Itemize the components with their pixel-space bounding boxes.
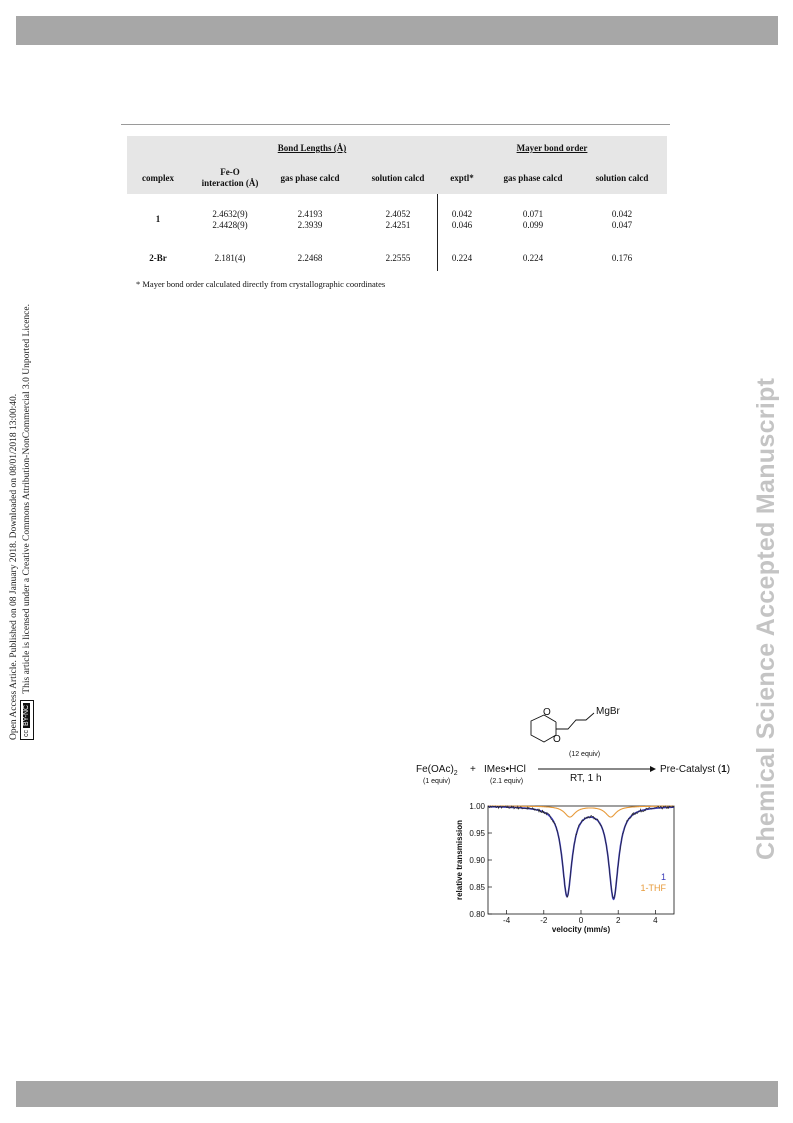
ring-o-top: O <box>543 707 551 718</box>
row-1-feo-b: 2.4428(9) <box>212 220 248 230</box>
header-feo-1: Fe-O <box>220 167 240 177</box>
row-2-complex: 2-Br <box>149 253 167 263</box>
row-1-feo-a: 2.4632(9) <box>212 209 248 219</box>
row-1-mb-sol-b: 0.047 <box>611 220 633 230</box>
plus-sign: + <box>470 764 476 775</box>
row-1-sol-b: 2.4251 <box>385 220 411 230</box>
reagent1-sub: 2 <box>453 770 458 777</box>
y-axis-label: relative transmission <box>455 819 464 901</box>
row-2-feo: 2.181(4) <box>214 253 246 263</box>
row-1-exptl-b: 0.046 <box>451 220 473 230</box>
ring-o-bottom: O <box>553 734 561 745</box>
arrow-head-icon <box>650 766 656 772</box>
sidebar-line-1: Open Access Article. Published on 08 January 2018. Downloaded on 08/01/2018 13:00:40. <box>9 393 19 740</box>
product-text: Pre-Catalyst ( <box>660 764 722 775</box>
x-tick-label: 2 <box>615 916 621 925</box>
group-mayer: Mayer bond order <box>516 143 588 153</box>
grignard-equiv: (12 equiv) <box>569 751 601 758</box>
sidebar-line-2[interactable]: This article is licensed under a Creative Commons Attribution-NonCommercial 3.0 Unported Licence. <box>22 304 33 694</box>
mossbauer-plot <box>448 798 680 934</box>
open-access-notice <box>8 304 34 740</box>
row-1-mb-sol-a: 0.042 <box>611 209 633 219</box>
row-1-mb-gas-b: 0.099 <box>522 220 544 230</box>
y-tick-label: 0.85 <box>469 883 485 892</box>
row-2-mb-sol: 0.176 <box>611 253 633 263</box>
product <box>660 764 730 775</box>
reagent-imes: IMes•HCl <box>484 764 526 775</box>
x-tick-label: 4 <box>653 916 658 925</box>
header-complex: complex <box>142 173 174 183</box>
footer-band <box>16 1081 778 1107</box>
group-bond-lengths: Bond Lengths (Å) <box>277 143 347 153</box>
cc-label: cc <box>23 730 30 737</box>
y-tick-label: 0.80 <box>469 910 485 919</box>
legend-entry: 1 <box>660 872 666 882</box>
cc-license-icon[interactable] <box>20 700 34 740</box>
x-axis-label: velocity (mm/s) <box>551 925 611 934</box>
grignard-label: MgBr <box>596 706 620 717</box>
table-top-rule <box>121 124 670 125</box>
header-mb-gas-phase: gas phase calcd <box>503 173 563 183</box>
row-1-gas-a: 2.4193 <box>297 209 323 219</box>
mossbauer-chart <box>448 798 680 934</box>
row-1-sol-a: 2.4052 <box>385 209 411 219</box>
table-footnote: * Mayer bond order calculated directly from crystallographic coordinates <box>136 279 386 289</box>
row-1-exptl-a: 0.042 <box>451 209 473 219</box>
header-solution: solution calcd <box>371 173 425 183</box>
reaction-scheme <box>414 698 744 798</box>
header-exptl: exptl* <box>450 173 474 183</box>
x-tick-label: 0 <box>578 916 584 925</box>
header-band <box>16 16 778 45</box>
product-bold: 1 <box>721 764 727 775</box>
reagent2-equiv: (2.1 equiv) <box>490 778 524 785</box>
row-2-gas: 2.2468 <box>297 253 323 263</box>
y-tick-label: 1.00 <box>469 802 485 811</box>
row-2-exptl: 0.224 <box>451 253 473 263</box>
row-1-complex: 1 <box>155 214 161 224</box>
row-2-mb-gas: 0.224 <box>522 253 544 263</box>
legend-entry: 1-THF <box>640 883 666 893</box>
table-column-divider <box>437 194 438 271</box>
row-2-sol: 2.2555 <box>385 253 411 263</box>
header-mb-solution: solution calcd <box>595 173 649 183</box>
reagent1-equiv: (1 equiv) <box>423 778 451 785</box>
reagent1-text: Fe(OAc) <box>416 764 454 775</box>
conditions: RT, 1 h <box>570 773 602 784</box>
product-close: ) <box>726 764 731 775</box>
by-nc-label: BY-NC <box>23 704 30 727</box>
header-gas-phase: gas phase calcd <box>280 173 340 183</box>
grignard-chain-icon <box>556 713 594 729</box>
reagent-feoac2 <box>416 764 458 777</box>
y-tick-label: 0.95 <box>469 829 485 838</box>
x-tick-label: -2 <box>540 916 548 925</box>
row-1-mb-gas-a: 0.071 <box>522 209 544 219</box>
row-1-gas-b: 2.3939 <box>297 220 323 230</box>
y-tick-label: 0.90 <box>469 856 485 865</box>
header-feo-2: interaction (Å) <box>201 178 259 188</box>
accepted-manuscript-watermark: Chemical Science Accepted Manuscript <box>752 377 780 860</box>
x-tick-label: -4 <box>503 916 511 925</box>
